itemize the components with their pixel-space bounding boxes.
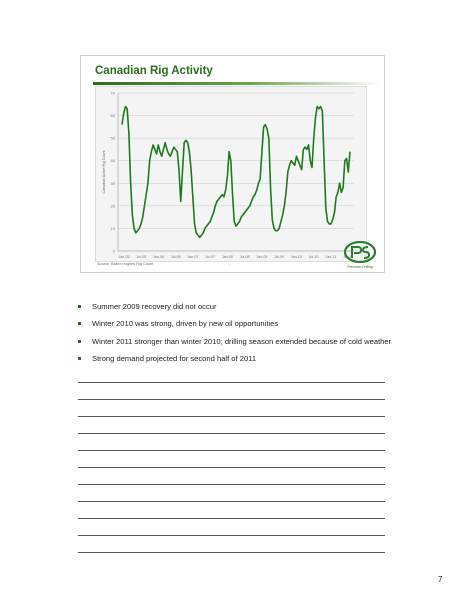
notes-line (78, 433, 385, 434)
bullet-text: Strong demand projected for second half of 2011 (92, 353, 257, 363)
x-tick-label: Jan-07 (187, 255, 199, 259)
rig-count-series-line (122, 107, 350, 238)
x-tick-label: Jul-10 (308, 255, 319, 259)
x-tick-label: Jul-07 (205, 255, 216, 259)
notes-line (78, 382, 385, 383)
rig-count-chart (96, 87, 368, 263)
slide-thumbnail (80, 55, 385, 273)
notes-line (78, 484, 385, 485)
source-note: Source: Baker Hughes Rig Count (97, 262, 154, 266)
y-tick-label: 50 (110, 135, 115, 141)
title-underline (93, 82, 381, 85)
logo-emblem-icon (343, 241, 377, 265)
logo-caption: Precision Drilling (347, 265, 373, 269)
y-tick-label: 30 (110, 180, 115, 186)
bullet-text: Summer 2009 recovery did not occur (92, 302, 217, 311)
x-tick-label: Jan-11 (325, 255, 337, 259)
y-tick-label: 0 (112, 248, 115, 254)
y-tick-label: 20 (110, 203, 115, 209)
notes-line (78, 501, 385, 502)
notes-line (78, 467, 385, 468)
bullet-item (78, 302, 398, 312)
x-tick-label: Jan-06 (152, 255, 164, 259)
notes-line (78, 552, 385, 553)
x-tick-label: Jul-08 (239, 255, 250, 259)
y-tick-label: 40 (110, 158, 115, 164)
precision-drilling-logo (343, 241, 377, 271)
notes-line (78, 450, 385, 451)
notes-line (78, 416, 385, 417)
notes-line (78, 518, 385, 519)
x-tick-label: Jul-05 (136, 255, 147, 259)
notes-line (78, 535, 385, 536)
bullet-item (78, 354, 398, 364)
bullet-icon (78, 357, 81, 360)
notes-line (78, 399, 385, 400)
bullet-text: Winter 2011 stronger than winter 2010; drilling season extended because of cold weather (92, 336, 392, 346)
bullet-icon (78, 322, 81, 325)
y-axis-label: Canadian Active Rig Count (102, 150, 106, 194)
slide-number: - (229, 262, 231, 266)
y-tick-label: 10 (110, 225, 115, 231)
bullet-item (78, 337, 398, 347)
x-tick-label: Jan-10 (290, 255, 302, 259)
bullet-item (78, 319, 398, 329)
bullet-icon (78, 340, 81, 343)
x-tick-label: Jul-11 (343, 255, 353, 259)
y-tick-label: 60 (110, 113, 115, 119)
y-tick-label: 70 (110, 90, 115, 96)
page-number: 7 (438, 575, 443, 584)
x-tick-label: Jan-08 (221, 255, 233, 259)
x-tick-label: Jan-09 (256, 255, 268, 259)
slide-title: Canadian Rig Activity (95, 65, 213, 77)
x-tick-label: Jul-09 (274, 255, 284, 259)
bullet-text: Winter 2010 was strong, driven by new oil opportunities (92, 319, 279, 329)
bullet-list (78, 302, 398, 371)
x-tick-label: Jul-06 (170, 255, 181, 259)
x-tick-label: Jan-05 (118, 255, 130, 259)
chart-area (95, 86, 367, 262)
bullet-icon (78, 305, 81, 308)
